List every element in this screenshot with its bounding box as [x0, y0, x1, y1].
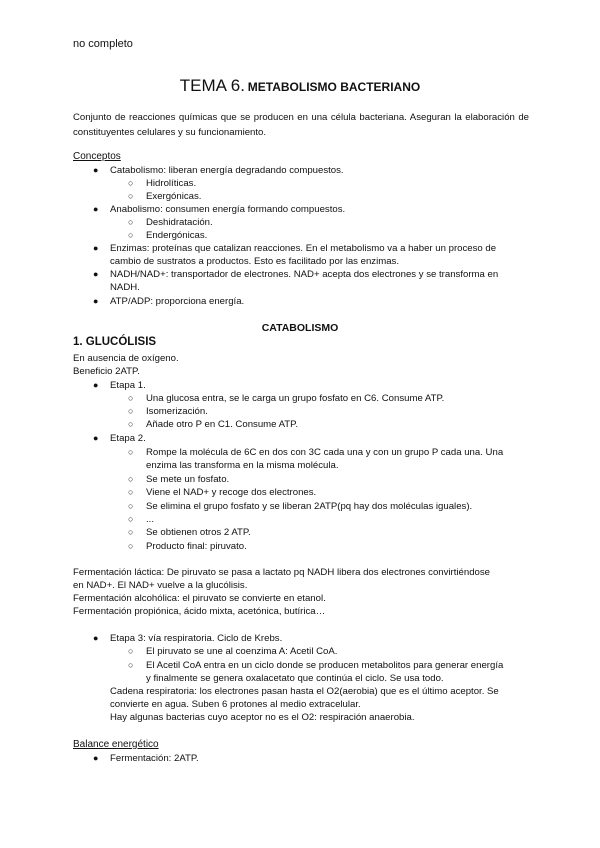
balance-heading: Balance energético: [73, 739, 159, 750]
etapa3-label: Etapa 3: vía respiratoria. Ciclo de Krebs.: [110, 633, 283, 644]
etapa3-item2-line2: y finalmente se genera oxalacetato que continúa el ciclo. Se usa todo.: [146, 673, 444, 684]
bullet-icon: ●: [93, 269, 99, 279]
title-subtitle: METABOLISMO BACTERIANO: [247, 80, 421, 94]
concept-enzimas-line2: cambio de sustratos a productos. Esto es facilitado por las enzimas.: [110, 256, 400, 267]
etapa1-label: Etapa 1.: [110, 380, 146, 391]
page-title: [0, 76, 600, 96]
circle-bullet-icon: ○: [128, 447, 134, 457]
concept-enzimas-line1: Enzimas: proteínas que catalizan reacciones. En el metabolismo va a haber un proceso de: [110, 243, 497, 254]
etapa2-item: Viene el NAD+ y recoge dos electrones.: [146, 487, 317, 498]
circle-bullet-icon: ○: [128, 474, 134, 484]
anaerobia-line: Hay algunas bacterias cuyo aceptor no es el O2: respiración anaerobia.: [110, 712, 415, 723]
circle-bullet-icon: ○: [128, 393, 134, 403]
circle-bullet-icon: ○: [128, 487, 134, 497]
etapa1-item: Una glucosa entra, se le carga un grupo fosfato en C6. Consume ATP.: [146, 393, 445, 404]
concept-nadh-line2: NADH.: [110, 282, 140, 293]
bullet-icon: ●: [93, 296, 99, 306]
concept-nadh-line1: NADH/NAD+: transportador de electrones. NAD+ acepta dos electrones y se transforma en: [110, 269, 499, 280]
cadena-line2: convierte en agua. Suben 6 protones al medio extracelular.: [110, 699, 361, 710]
fermentacion-otras: Fermentación propiónica, ácido mixta, acetónica, butírica…: [73, 606, 326, 617]
circle-bullet-icon: ○: [128, 230, 134, 240]
etapa2-label: Etapa 2.: [110, 433, 146, 444]
etapa1-item: Isomerización.: [146, 406, 208, 417]
catabolismo-heading: CATABOLISMO: [261, 322, 339, 334]
bullet-icon: ●: [93, 165, 99, 175]
fermentacion-lactica-line2: en NAD+. El NAD+ vuelve a la glucólisis.: [73, 580, 248, 591]
etapa2-item: Producto final: piruvato.: [146, 541, 247, 552]
balance-item: Fermentación: 2ATP.: [110, 753, 199, 764]
concept-anabolismo: Anabolismo: consumen energía formando compuestos.: [110, 204, 346, 215]
fermentacion-alcoholica: Fermentación alcohólica: el piruvato se convierte en etanol.: [73, 593, 326, 604]
draft-label: no completo: [73, 38, 133, 50]
etapa2-item: Se obtienen otros 2 ATP.: [146, 527, 251, 538]
concept-atp: ATP/ADP: proporciona energía.: [110, 296, 245, 307]
circle-bullet-icon: ○: [128, 191, 134, 201]
circle-bullet-icon: ○: [128, 178, 134, 188]
bullet-icon: ●: [93, 753, 99, 763]
etapa3-item2-line1: El Acetil CoA entra en un ciclo donde se producen metabolitos para generar energía: [146, 660, 504, 671]
circle-bullet-icon: ○: [128, 527, 134, 537]
cadena-line1: Cadena respiratoria: los electrones pasan hasta el O2(aerobia) que es el último aceptor. Se: [110, 686, 499, 697]
bullet-icon: ●: [93, 380, 99, 390]
glucolisis-line2: Beneficio 2ATP.: [73, 366, 140, 377]
etapa2-first-line1: Rompe la molécula de 6C en dos con 3C cada una y con un grupo P cada una. Una: [146, 447, 504, 458]
bullet-icon: ●: [93, 633, 99, 643]
bullet-icon: ●: [93, 204, 99, 214]
ana-sub-item: Deshidratación.: [146, 217, 213, 228]
circle-bullet-icon: ○: [128, 501, 134, 511]
etapa1-item: Añade otro P en C1. Consume ATP.: [146, 419, 298, 430]
glucolisis-heading: 1. GLUCÓLISIS: [73, 336, 157, 348]
circle-bullet-icon: ○: [128, 541, 134, 551]
etapa2-item: Se elimina el grupo fosfato y se liberan 2ATP(pq hay dos moléculas iguales).: [146, 501, 473, 512]
circle-bullet-icon: ○: [128, 646, 134, 656]
circle-bullet-icon: ○: [128, 660, 134, 670]
etapa3-item: El piruvato se une al coenzima A: Acetil CoA.: [146, 646, 338, 657]
concept-catabolismo: Catabolismo: liberan energía degradando compuestos.: [110, 165, 344, 176]
circle-bullet-icon: ○: [128, 419, 134, 429]
etapa2-item: ...: [146, 514, 154, 525]
cat-sub-item: Exergónicas.: [146, 191, 202, 202]
title-number: TEMA 6.: [179, 76, 245, 95]
circle-bullet-icon: ○: [128, 514, 134, 524]
circle-bullet-icon: ○: [128, 406, 134, 416]
ana-sub-item: Endergónicas.: [146, 230, 208, 241]
glucolisis-line1: En ausencia de oxígeno.: [73, 353, 179, 364]
bullet-icon: ●: [93, 433, 99, 443]
circle-bullet-icon: ○: [128, 217, 134, 227]
bullet-icon: ●: [93, 243, 99, 253]
conceptos-heading: Conceptos: [73, 151, 121, 162]
cat-sub-item: Hidrolíticas.: [146, 178, 197, 189]
etapa2-item: Se mete un fosfato.: [146, 474, 230, 485]
fermentacion-lactica-line1: Fermentación láctica: De piruvato se pasa a lactato pq NADH libera dos electrones convirtiéndose: [73, 567, 491, 578]
etapa2-first-line2: enzima las transforma en la misma molécula.: [146, 460, 339, 471]
intro-paragraph: Conjunto de reacciones químicas que se producen en una célula bacteriana. Aseguran la elaboración de constituyentes celulares y su funcionamiento.: [73, 112, 529, 138]
